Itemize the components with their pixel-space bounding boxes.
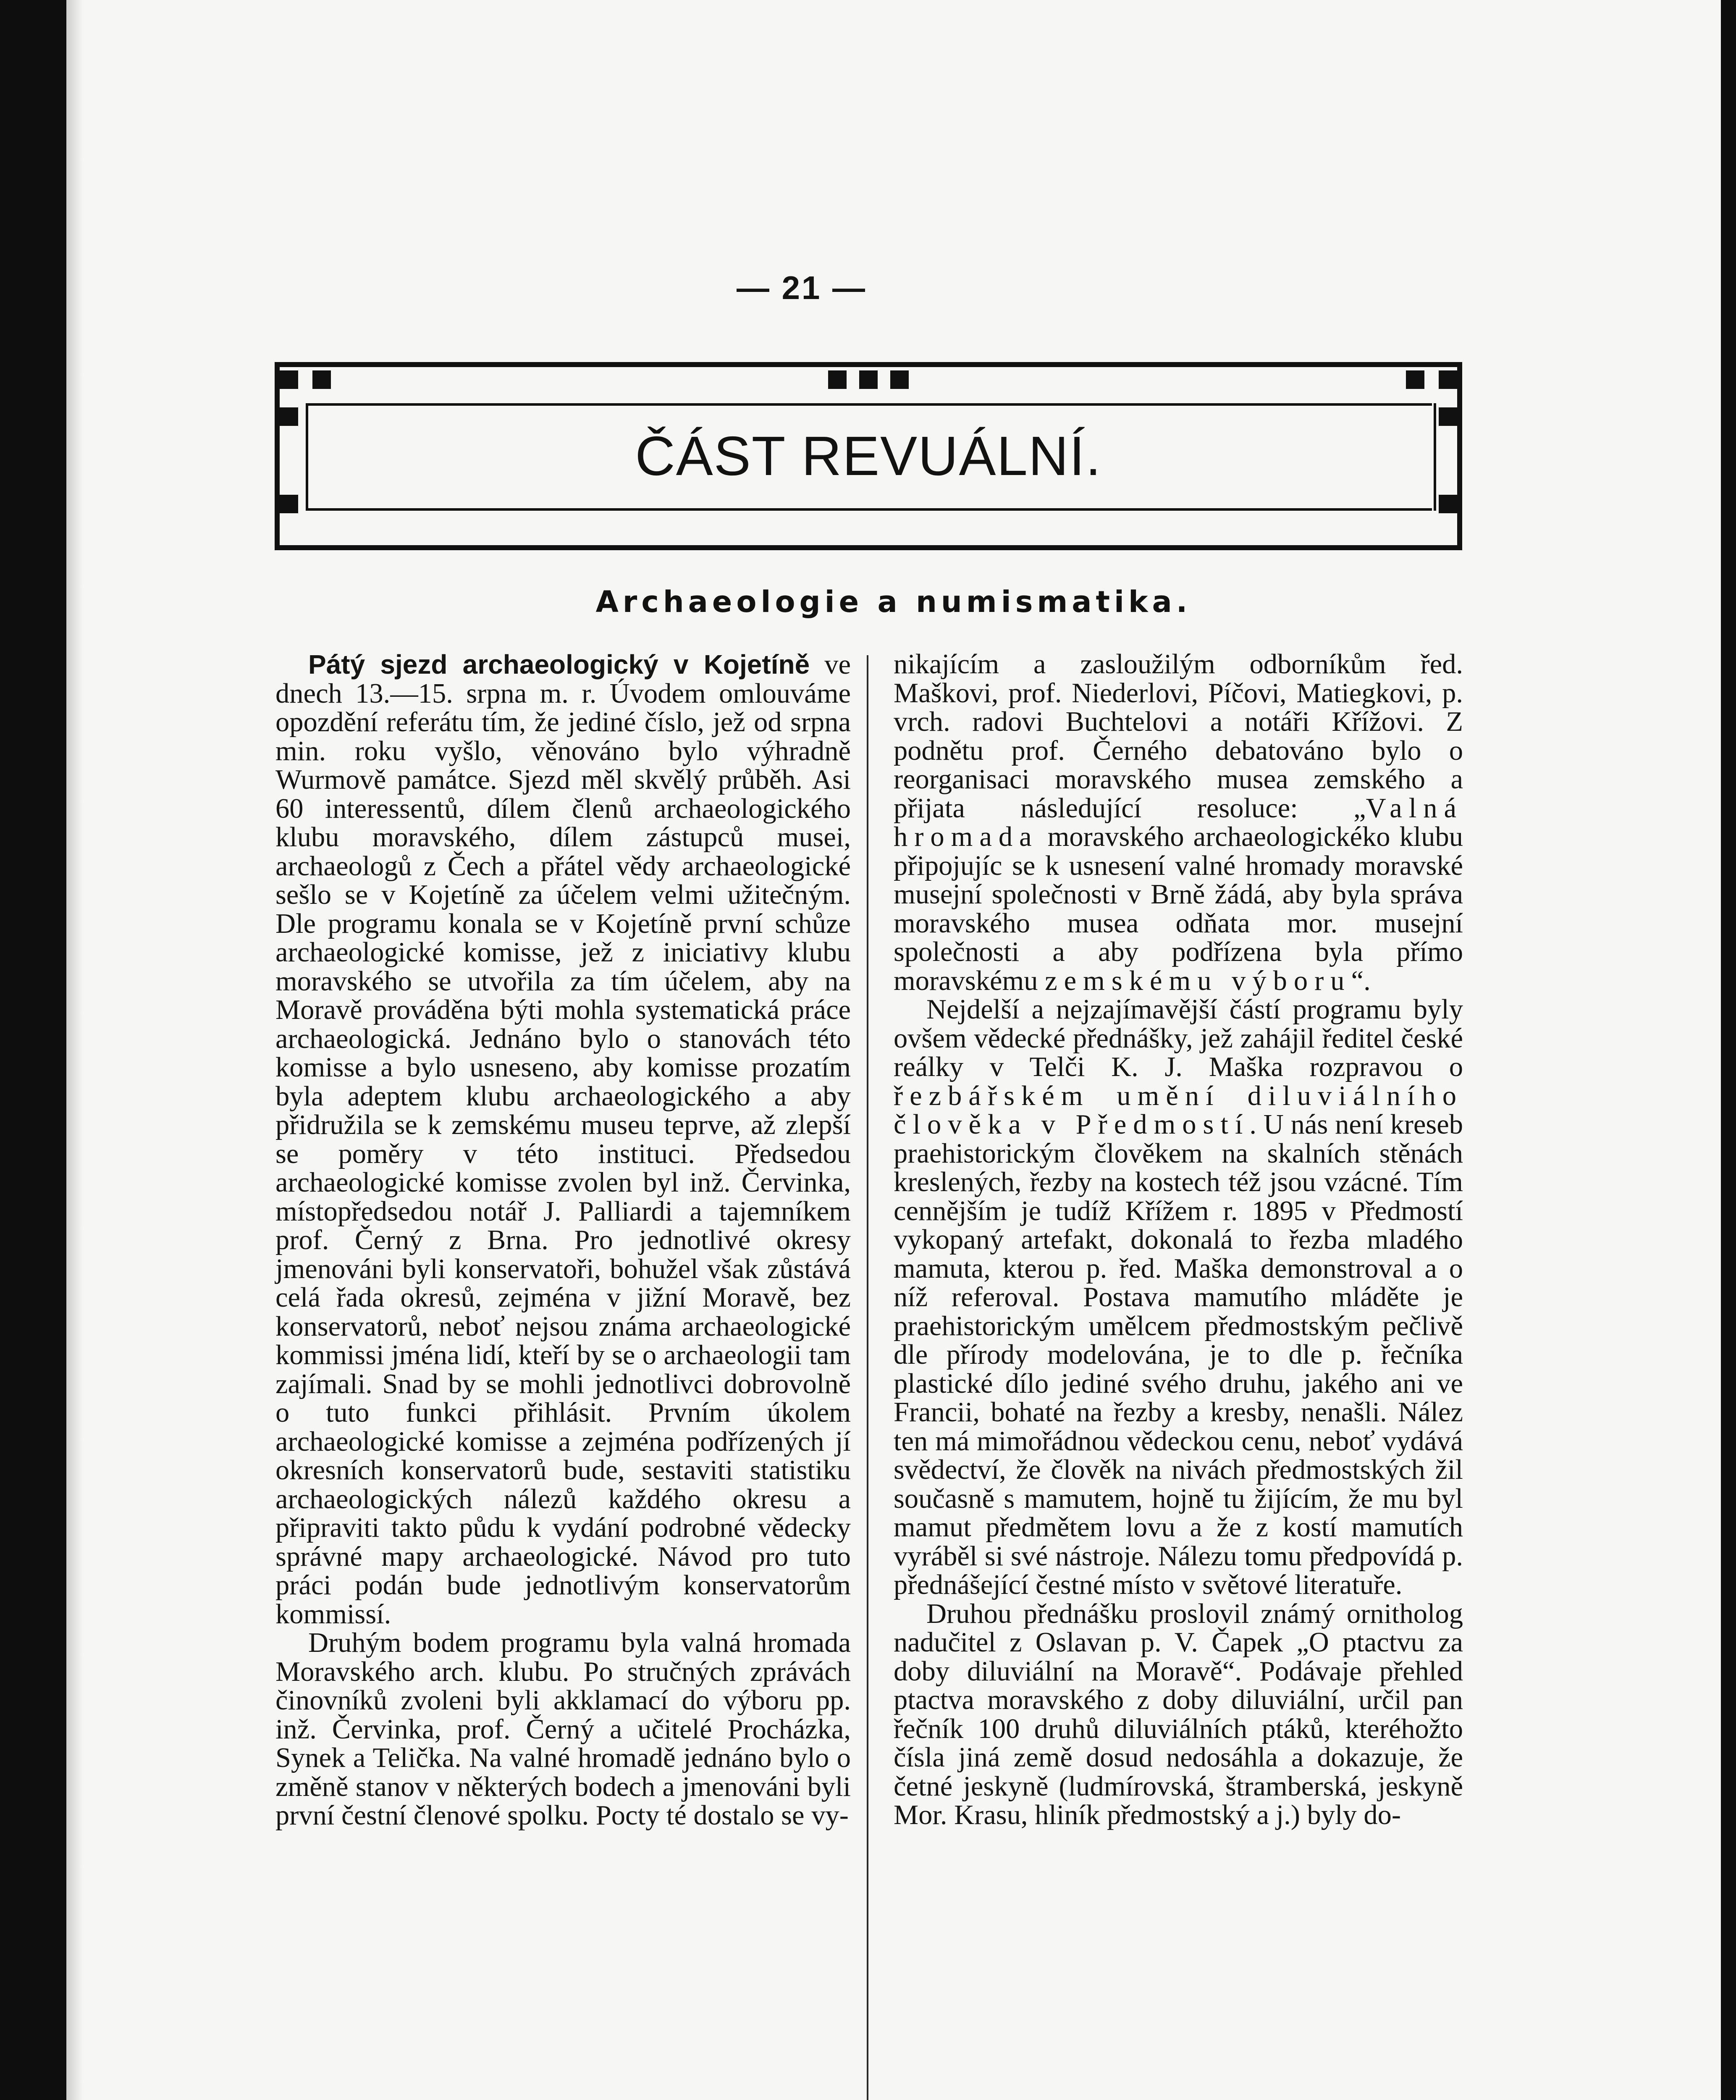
paragraph-text: Nejdelší a nejzajímavější částí programu byly ovšem vědecké přednášky, jež zahájil ředitel české reálky v Telči K. J. Maška rozpravou o <box>894 994 1463 1082</box>
ornament-square-icon <box>312 370 331 389</box>
right-column <box>894 650 1463 1830</box>
header-border-bottom <box>275 545 1462 550</box>
ornament-square-icon <box>280 495 298 513</box>
left-column <box>275 650 851 1830</box>
paragraph-text: “. <box>1351 965 1371 996</box>
spaced-text: Valná hromada <box>894 793 1463 852</box>
paragraph-text: ve dnech 13.—15. srpna m. r. Úvodem omlouváme opozdění referátu tím, že jediné číslo, jež od srpna min. roku vyšlo, věnováno bylo výhradně Wurmově památce. Sjezd měl skvělý průběh. Asi 60 interessentů, dílem členů archaeologického klubu moravského, dílem zástupců musei, archaeologů z Čech a přátel vědy archaeologické sešlo se v Kojetíně za účelem velmi užitečným. Dle programu konala se v Kojetíně první schůze archaeologické komisse, jež z iniciativy klubu moravského se utvořila za tím účelem, aby na Moravě prováděna býti mohla systematická práce archaeologická. Jednáno bylo o stanovách této komisse a bylo usneseno, aby komisse prozatím byla adeptem klubu archaeologického a aby přidružila se k zemskému museu teprve, až zlepší se poměry v této instituci. Předsedou archaeologické komisse zvolen byl inž. Červinka, místopředsedou notář J. Palliardi a tajemníkem prof. Černý z Brna. Pro jednotlivé okresy jmenováni byli konservatoři, bohužel však zůstává celá řada okresů, zejména v jižní Moravě, bez konservatorů, neboť nejsou známa archaeologické kommissi jména lidí, kteří by se o archaeologii tam zajímali. Snad by se mohli jednotlivci dobrovolně o tuto funkci přihlásit. Prvním úkolem archaeologické komisse a zejména podřízených jí okresních konservatorů bude, sestaviti statistiku archaeologických nálezů každého okresu a připraviti takto půdu k vydání podrobné vědecky správné mapy archaeologické. Návod pro tuto práci podán bude jednotlivým konservatorům kommissí. <box>275 649 851 1630</box>
section-title: ČÁST REVUÁLNÍ. <box>635 425 1102 487</box>
ornament-square-icon <box>1406 370 1424 389</box>
paragraph <box>894 995 1463 1600</box>
ornament-square-icon <box>828 370 847 389</box>
binding-shadow <box>66 0 83 2100</box>
paragraph <box>275 650 851 1629</box>
paragraph-text: nikajícím a zasloužilým odborníkům řed. Maškovi, prof. Niederlovi, Píčovi, Matiegkovi, p. vrch. radovi Buchtelovi a notáři Křížovi. Z podnětu prof. Černého debatováno bylo o reorganisaci moravského musea zemského a přijata následující resoluce: „ <box>894 649 1463 824</box>
column-divider <box>867 655 868 2100</box>
ornament-square-icon <box>859 370 878 389</box>
ornament-square-icon <box>890 370 909 389</box>
article-lead: Pátý sjezd archaeologický v Kojetíně <box>308 649 810 680</box>
ornament-square-icon <box>1439 370 1457 389</box>
ornament-square-icon <box>1439 407 1457 426</box>
paragraph-text: . U nás není kreseb praehistorickým člověkem na skalních stěnách kreslených, řezby na kostech též jsou vzácné. Tím cennějším je tudíž Křížem r. 1895 v Předmostí vykopaný artefakt, dokonalá to řezba mladého mamuta, kterou p. řed. Maška demonstroval a o níž referoval. Postava mamutího mláděte je praehistorickým umělcem předmostským pečlivě dle přírody modelována, je to dle p. řečníka plastické dílo jediné svého druhu, jakého ani ve Francii, bohaté na řezby a kresby, nenašli. Nález ten má mimořádnou vědeckou cenu, neboť vydává svědectví, že člověk na nivách předmostských žil současně s mamutem, hojně tu žijícím, že mu byl mamut předmětem lovu a že z kostí mamutích vyráběl si své nástroje. Nálezu tomu předpovídá p. přednášející čestné místo v světové literatuře. <box>894 1109 1463 1600</box>
paragraph-text: moravského archaeologickéko klubu připojujíc se k usnesení valné hromady moravské musejní společnosti v Brně žádá, aby byla správa moravského musea odňata mor. musejní společnosti a aby podřízena byla přímo moravskému <box>894 822 1463 996</box>
paragraph <box>894 650 1463 995</box>
spaced-text: zemskému výboru <box>1045 965 1351 996</box>
spaced-text: řezbářském umění diluviálního člověka v Předmostí <box>894 1080 1463 1140</box>
header-border-top <box>275 362 1462 367</box>
subject-heading: Archaeologie a numismatika. <box>595 585 1192 619</box>
page-number: — 21 — <box>736 269 867 306</box>
paragraph: Druhou přednášku proslovil známý ornitholog nadučitel z Oslavan p. V. Čapek „O ptactvu za doby diluviální na Moravě“. Podávaje přehled ptactva moravského z doby diluviální, určil pan řečník 100 druhů diluviálních ptáků, kteréhožto čísla jiná země dosud nedosáhla a dokazuje, že četné jeskyně (ludmírovská, štramberská, jeskyně Mor. Krasu, hliník předmostský a j.) byly do- <box>894 1598 1463 1830</box>
ornament-square-icon <box>280 370 298 389</box>
section-header-box <box>275 362 1462 550</box>
ornament-square-icon <box>1439 495 1457 513</box>
paragraph: Druhým bodem programu byla valná hromada Moravského arch. klubu. Po stručných zprávách činovníků zvoleni byli akklamací do výboru pp. inž. Červinka, prof. Černý a učitelé Procházka, Synek a Telička. Na valné hromadě jednáno bylo o změně stanov v některých bodech a jmenováni byli první čestní členové spolku. Pocty té dostalo se vy- <box>275 1628 851 1831</box>
ornament-square-icon <box>280 407 298 426</box>
